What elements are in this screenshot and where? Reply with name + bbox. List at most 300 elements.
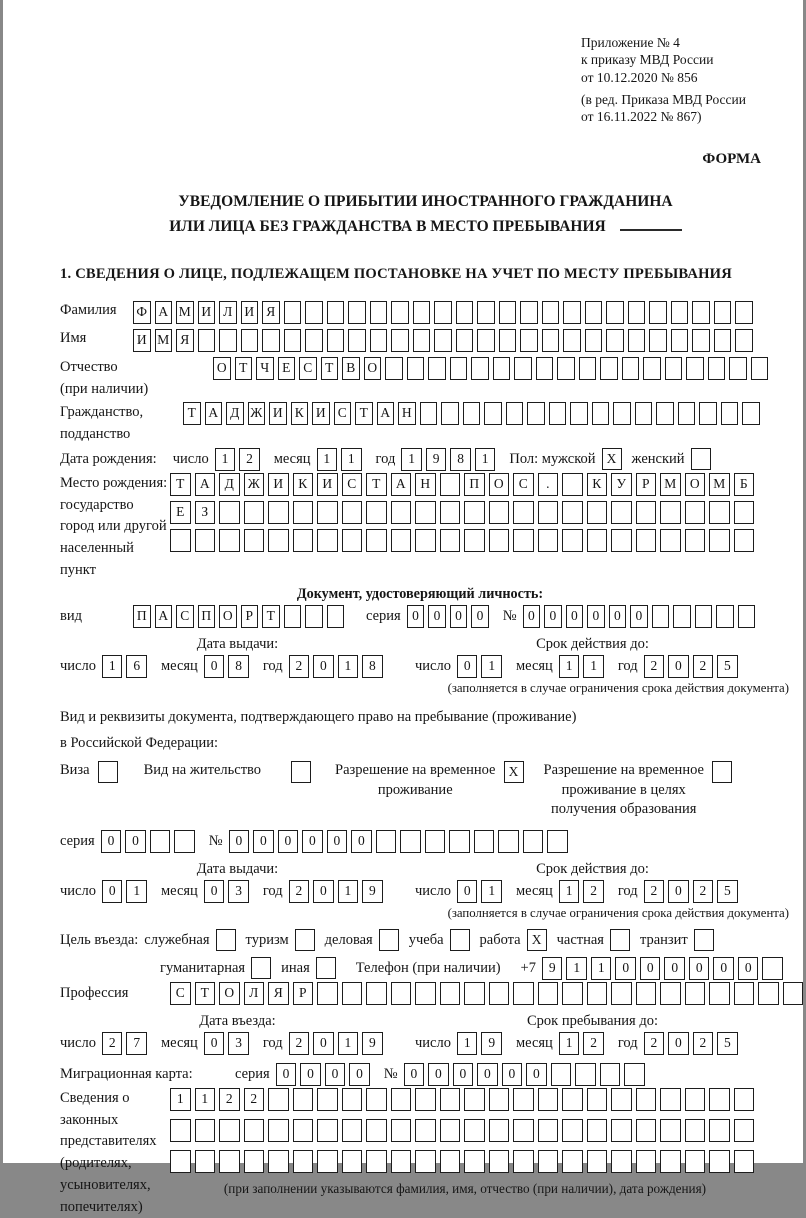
cell-box[interactable] (327, 605, 345, 628)
cell-box[interactable] (562, 501, 583, 524)
cell-box[interactable] (391, 301, 409, 324)
cell-box[interactable]: Т (355, 402, 373, 425)
cell-box[interactable]: Л (244, 982, 265, 1005)
cell-box[interactable]: Я (262, 301, 280, 324)
cell-box[interactable] (440, 1150, 461, 1173)
cell-box[interactable] (415, 982, 436, 1005)
cell-box[interactable]: И (241, 301, 259, 324)
cell-box[interactable]: 2 (289, 1032, 310, 1055)
cell-box[interactable] (587, 1088, 608, 1111)
cell-box[interactable]: 1 (338, 880, 359, 903)
cell-box[interactable] (489, 1119, 510, 1142)
cell-box[interactable] (284, 329, 302, 352)
cell-box[interactable]: 0 (204, 880, 225, 903)
cell-box[interactable] (415, 1088, 436, 1111)
cell-box[interactable]: 0 (471, 605, 489, 628)
cell-box[interactable]: 0 (278, 830, 299, 853)
cell-box[interactable] (660, 1119, 681, 1142)
cell-box[interactable] (216, 929, 236, 951)
cell-box[interactable] (656, 402, 674, 425)
cell-box[interactable] (428, 357, 446, 380)
cell-box[interactable] (464, 1088, 485, 1111)
cell-box[interactable]: 1 (559, 880, 580, 903)
cell-box[interactable] (673, 605, 691, 628)
cell-box[interactable] (635, 402, 653, 425)
cell-box[interactable] (660, 529, 681, 552)
cell-box[interactable] (685, 1088, 706, 1111)
cell-box[interactable]: 0 (428, 605, 446, 628)
cell-box[interactable] (268, 1088, 289, 1111)
cell-box[interactable]: 0 (738, 957, 759, 980)
cell-box[interactable] (758, 982, 779, 1005)
cell-box[interactable] (685, 982, 706, 1005)
cell-box[interactable] (391, 1088, 412, 1111)
cell-box[interactable]: 2 (693, 1032, 714, 1055)
cell-box[interactable]: 9 (362, 1032, 383, 1055)
cell-box[interactable] (450, 929, 470, 951)
cell-box[interactable] (520, 301, 538, 324)
cell-box[interactable]: 0 (204, 1032, 225, 1055)
cell-box[interactable]: 1 (341, 448, 362, 471)
cell-box[interactable] (471, 357, 489, 380)
cell-box[interactable]: И (317, 473, 338, 496)
cell-box[interactable] (562, 529, 583, 552)
cell-box[interactable]: Т (195, 982, 216, 1005)
cell-box[interactable]: Т (170, 473, 191, 496)
cell-box[interactable] (542, 329, 560, 352)
cell-box[interactable] (342, 529, 363, 552)
cell-box[interactable]: Я (176, 329, 194, 352)
cell-box[interactable] (244, 501, 265, 524)
cell-box[interactable]: Я (268, 982, 289, 1005)
cell-box[interactable] (694, 929, 714, 951)
cell-box[interactable]: 0 (276, 1063, 297, 1086)
cell-box[interactable] (691, 448, 711, 470)
cell-box[interactable]: С (342, 473, 363, 496)
cell-box[interactable] (709, 1088, 730, 1111)
cell-box[interactable]: 0 (640, 957, 661, 980)
cell-box[interactable] (685, 529, 706, 552)
cell-box[interactable] (587, 529, 608, 552)
cell-box[interactable]: 5 (717, 1032, 738, 1055)
cell-box[interactable]: 3 (228, 880, 249, 903)
cell-box[interactable]: С (513, 473, 534, 496)
cell-box[interactable] (499, 329, 517, 352)
cell-box[interactable] (305, 329, 323, 352)
cell-box[interactable]: А (205, 402, 223, 425)
cell-box[interactable] (464, 1119, 485, 1142)
cell-box[interactable] (366, 1088, 387, 1111)
cell-box[interactable]: 0 (102, 880, 123, 903)
cell-box[interactable] (685, 1150, 706, 1173)
cell-box[interactable] (709, 1119, 730, 1142)
cell-box[interactable] (613, 402, 631, 425)
cell-box[interactable] (317, 501, 338, 524)
cell-box[interactable]: Ж (248, 402, 266, 425)
cell-box[interactable]: 2 (289, 655, 310, 678)
cell-box[interactable]: 2 (102, 1032, 123, 1055)
cell-box[interactable] (98, 761, 118, 783)
cell-box[interactable] (742, 402, 760, 425)
cell-box[interactable] (305, 301, 323, 324)
cell-box[interactable] (692, 301, 710, 324)
cell-box[interactable] (514, 357, 532, 380)
cell-box[interactable] (284, 605, 302, 628)
cell-box[interactable] (244, 1150, 265, 1173)
cell-box[interactable] (738, 605, 756, 628)
cell-box[interactable]: 0 (428, 1063, 449, 1086)
cell-box[interactable] (391, 982, 412, 1005)
cell-box[interactable]: К (293, 473, 314, 496)
cell-box[interactable]: И (312, 402, 330, 425)
cell-box[interactable]: 2 (644, 655, 665, 678)
cell-box[interactable] (440, 1088, 461, 1111)
cell-box[interactable]: К (587, 473, 608, 496)
cell-box[interactable] (198, 329, 216, 352)
cell-box[interactable]: А (391, 473, 412, 496)
cell-box[interactable] (366, 1150, 387, 1173)
cell-box[interactable] (636, 529, 657, 552)
cell-box[interactable] (587, 501, 608, 524)
cell-box[interactable] (685, 501, 706, 524)
cell-box[interactable] (293, 1088, 314, 1111)
cell-box[interactable] (542, 301, 560, 324)
cell-box[interactable] (712, 761, 732, 783)
cell-box[interactable] (671, 329, 689, 352)
cell-box[interactable]: О (213, 357, 231, 380)
cell-box[interactable] (538, 1088, 559, 1111)
cell-box[interactable] (370, 301, 388, 324)
cell-box[interactable] (400, 830, 421, 853)
cell-box[interactable] (563, 329, 581, 352)
cell-box[interactable] (268, 1119, 289, 1142)
cell-box[interactable]: 2 (693, 655, 714, 678)
cell-box[interactable] (600, 1063, 621, 1086)
cell-box[interactable] (513, 1150, 534, 1173)
cell-box[interactable] (636, 1150, 657, 1173)
cell-box[interactable]: 1 (195, 1088, 216, 1111)
cell-box[interactable]: Ж (244, 473, 265, 496)
cell-box[interactable]: 8 (228, 655, 249, 678)
cell-box[interactable] (413, 301, 431, 324)
cell-box[interactable] (714, 329, 732, 352)
cell-box[interactable]: М (709, 473, 730, 496)
cell-box[interactable] (734, 529, 755, 552)
cell-box[interactable]: 0 (713, 957, 734, 980)
cell-box[interactable]: Д (219, 473, 240, 496)
cell-box[interactable]: 2 (583, 1032, 604, 1055)
cell-box[interactable] (671, 301, 689, 324)
cell-box[interactable] (575, 1063, 596, 1086)
cell-box[interactable] (241, 329, 259, 352)
cell-box[interactable] (342, 1119, 363, 1142)
cell-box[interactable]: 0 (526, 1063, 547, 1086)
cell-box[interactable]: 0 (457, 655, 478, 678)
cell-box[interactable] (562, 982, 583, 1005)
cell-box[interactable]: 0 (668, 880, 689, 903)
cell-box[interactable]: 0 (325, 1063, 346, 1086)
cell-box[interactable] (268, 501, 289, 524)
cell-box[interactable] (489, 982, 510, 1005)
cell-box[interactable] (762, 957, 783, 980)
cell-box[interactable] (219, 1119, 240, 1142)
cell-box[interactable]: 0 (664, 957, 685, 980)
cell-box[interactable] (170, 1119, 191, 1142)
cell-box[interactable] (585, 301, 603, 324)
cell-box[interactable] (538, 529, 559, 552)
cell-box[interactable] (244, 1119, 265, 1142)
cell-box[interactable]: 1 (215, 448, 236, 471)
cell-box[interactable] (219, 329, 237, 352)
cell-box[interactable]: 0 (404, 1063, 425, 1086)
cell-box[interactable]: 0 (349, 1063, 370, 1086)
cell-box[interactable] (587, 982, 608, 1005)
cell-box[interactable]: 2 (693, 880, 714, 903)
cell-box[interactable]: Т (235, 357, 253, 380)
cell-box[interactable]: 8 (450, 448, 471, 471)
cell-box[interactable]: С (176, 605, 194, 628)
cell-box[interactable] (150, 830, 171, 853)
cell-box[interactable]: З (195, 501, 216, 524)
cell-box[interactable] (660, 501, 681, 524)
cell-box[interactable] (513, 501, 534, 524)
cell-box[interactable]: Т (366, 473, 387, 496)
cell-box[interactable] (660, 1150, 681, 1173)
cell-box[interactable]: 2 (583, 880, 604, 903)
cell-box[interactable]: 0 (125, 830, 146, 853)
cell-box[interactable]: Т (183, 402, 201, 425)
cell-box[interactable] (342, 1088, 363, 1111)
cell-box[interactable] (449, 830, 470, 853)
cell-box[interactable]: 0 (523, 605, 541, 628)
cell-box[interactable] (342, 1150, 363, 1173)
cell-box[interactable]: У (611, 473, 632, 496)
cell-box[interactable] (622, 357, 640, 380)
cell-box[interactable]: 1 (401, 448, 422, 471)
cell-box[interactable]: Д (226, 402, 244, 425)
cell-box[interactable] (499, 301, 517, 324)
cell-box[interactable]: В (342, 357, 360, 380)
cell-box[interactable] (562, 1150, 583, 1173)
cell-box[interactable]: 1 (559, 1032, 580, 1055)
cell-box[interactable] (587, 1150, 608, 1173)
cell-box[interactable] (692, 329, 710, 352)
cell-box[interactable]: 2 (644, 880, 665, 903)
cell-box[interactable]: Б (734, 473, 755, 496)
cell-box[interactable] (709, 529, 730, 552)
cell-box[interactable] (734, 1088, 755, 1111)
cell-box[interactable]: Е (278, 357, 296, 380)
cell-box[interactable] (456, 329, 474, 352)
cell-box[interactable] (195, 1119, 216, 1142)
cell-box[interactable] (464, 501, 485, 524)
cell-box[interactable] (489, 1150, 510, 1173)
cell-box[interactable] (734, 1119, 755, 1142)
cell-box[interactable]: 0 (453, 1063, 474, 1086)
cell-box[interactable] (538, 1119, 559, 1142)
cell-box[interactable]: 0 (253, 830, 274, 853)
cell-box[interactable] (579, 357, 597, 380)
cell-box[interactable] (587, 1119, 608, 1142)
cell-box[interactable] (391, 329, 409, 352)
cell-box[interactable] (562, 1088, 583, 1111)
cell-box[interactable] (415, 1119, 436, 1142)
cell-box[interactable]: 1 (583, 655, 604, 678)
cell-box[interactable] (709, 501, 730, 524)
cell-box[interactable]: О (219, 605, 237, 628)
cell-box[interactable]: С (334, 402, 352, 425)
cell-box[interactable] (489, 529, 510, 552)
cell-box[interactable] (527, 402, 545, 425)
cell-box[interactable] (376, 830, 397, 853)
cell-box[interactable]: Ч (256, 357, 274, 380)
cell-box[interactable]: 0 (300, 1063, 321, 1086)
cell-box[interactable] (536, 357, 554, 380)
cell-box[interactable]: 1 (338, 1032, 359, 1055)
cell-box[interactable] (251, 957, 271, 979)
cell-box[interactable] (685, 1119, 706, 1142)
cell-box[interactable]: 0 (313, 1032, 334, 1055)
cell-box[interactable] (391, 1119, 412, 1142)
cell-box[interactable] (716, 605, 734, 628)
cell-box[interactable]: Р (636, 473, 657, 496)
cell-box[interactable]: О (219, 982, 240, 1005)
cell-box[interactable]: 1 (457, 1032, 478, 1055)
cell-box[interactable]: И (198, 301, 216, 324)
cell-box[interactable]: X (527, 929, 547, 951)
cell-box[interactable] (729, 357, 747, 380)
cell-box[interactable]: X (504, 761, 524, 783)
cell-box[interactable]: 9 (542, 957, 563, 980)
cell-box[interactable] (434, 301, 452, 324)
cell-box[interactable] (327, 301, 345, 324)
cell-box[interactable] (721, 402, 739, 425)
cell-box[interactable] (549, 402, 567, 425)
cell-box[interactable] (415, 501, 436, 524)
cell-box[interactable]: 0 (609, 605, 627, 628)
cell-box[interactable]: Т (321, 357, 339, 380)
cell-box[interactable]: 0 (668, 655, 689, 678)
cell-box[interactable]: О (364, 357, 382, 380)
cell-box[interactable]: П (198, 605, 216, 628)
cell-box[interactable] (415, 1150, 436, 1173)
cell-box[interactable] (407, 357, 425, 380)
cell-box[interactable] (611, 529, 632, 552)
cell-box[interactable]: 2 (239, 448, 260, 471)
cell-box[interactable] (562, 473, 583, 496)
cell-box[interactable] (415, 529, 436, 552)
cell-box[interactable] (366, 1119, 387, 1142)
cell-box[interactable] (268, 1150, 289, 1173)
cell-box[interactable] (611, 1119, 632, 1142)
cell-box[interactable] (317, 529, 338, 552)
cell-box[interactable] (636, 982, 657, 1005)
cell-box[interactable]: 1 (566, 957, 587, 980)
cell-box[interactable] (327, 329, 345, 352)
cell-box[interactable] (385, 357, 403, 380)
cell-box[interactable] (686, 357, 704, 380)
cell-box[interactable] (366, 982, 387, 1005)
cell-box[interactable]: 9 (426, 448, 447, 471)
cell-box[interactable] (649, 301, 667, 324)
cell-box[interactable] (636, 1088, 657, 1111)
cell-box[interactable]: 0 (302, 830, 323, 853)
cell-box[interactable] (563, 301, 581, 324)
cell-box[interactable] (708, 357, 726, 380)
cell-box[interactable]: Р (241, 605, 259, 628)
cell-box[interactable] (284, 301, 302, 324)
cell-box[interactable] (538, 1150, 559, 1173)
cell-box[interactable]: 0 (566, 605, 584, 628)
cell-box[interactable] (440, 529, 461, 552)
cell-box[interactable] (366, 501, 387, 524)
cell-box[interactable] (441, 402, 459, 425)
cell-box[interactable]: 0 (587, 605, 605, 628)
cell-box[interactable]: 1 (170, 1088, 191, 1111)
cell-box[interactable]: 1 (126, 880, 147, 903)
cell-box[interactable]: 1 (338, 655, 359, 678)
cell-box[interactable] (295, 929, 315, 951)
cell-box[interactable] (735, 329, 753, 352)
cell-box[interactable]: 0 (450, 605, 468, 628)
cell-box[interactable] (585, 329, 603, 352)
cell-box[interactable]: 9 (362, 880, 383, 903)
cell-box[interactable] (317, 1119, 338, 1142)
cell-box[interactable] (513, 982, 534, 1005)
cell-box[interactable]: 1 (481, 880, 502, 903)
cell-box[interactable]: О (685, 473, 706, 496)
cell-box[interactable] (420, 402, 438, 425)
cell-box[interactable] (317, 1088, 338, 1111)
cell-box[interactable] (477, 329, 495, 352)
cell-box[interactable] (734, 982, 755, 1005)
cell-box[interactable] (498, 830, 519, 853)
cell-box[interactable]: 0 (101, 830, 122, 853)
cell-box[interactable] (317, 982, 338, 1005)
cell-box[interactable]: 8 (362, 655, 383, 678)
cell-box[interactable] (506, 402, 524, 425)
cell-box[interactable]: 0 (477, 1063, 498, 1086)
cell-box[interactable]: О (489, 473, 510, 496)
cell-box[interactable] (293, 1119, 314, 1142)
cell-box[interactable] (348, 329, 366, 352)
cell-box[interactable] (551, 1063, 572, 1086)
cell-box[interactable]: Т (262, 605, 280, 628)
cell-box[interactable] (493, 357, 511, 380)
cell-box[interactable] (592, 402, 610, 425)
cell-box[interactable]: Л (219, 301, 237, 324)
cell-box[interactable] (262, 329, 280, 352)
cell-box[interactable] (628, 301, 646, 324)
cell-box[interactable] (600, 357, 618, 380)
cell-box[interactable]: 1 (591, 957, 612, 980)
cell-box[interactable] (735, 301, 753, 324)
cell-box[interactable]: 3 (228, 1032, 249, 1055)
cell-box[interactable] (547, 830, 568, 853)
cell-box[interactable] (463, 402, 481, 425)
cell-box[interactable] (170, 529, 191, 552)
cell-box[interactable] (268, 529, 289, 552)
cell-box[interactable]: 0 (457, 880, 478, 903)
cell-box[interactable]: 2 (244, 1088, 265, 1111)
cell-box[interactable] (464, 529, 485, 552)
cell-box[interactable] (709, 982, 730, 1005)
cell-box[interactable] (652, 605, 670, 628)
cell-box[interactable] (219, 1150, 240, 1173)
cell-box[interactable]: И (269, 402, 287, 425)
cell-box[interactable]: Н (415, 473, 436, 496)
cell-box[interactable] (317, 1150, 338, 1173)
